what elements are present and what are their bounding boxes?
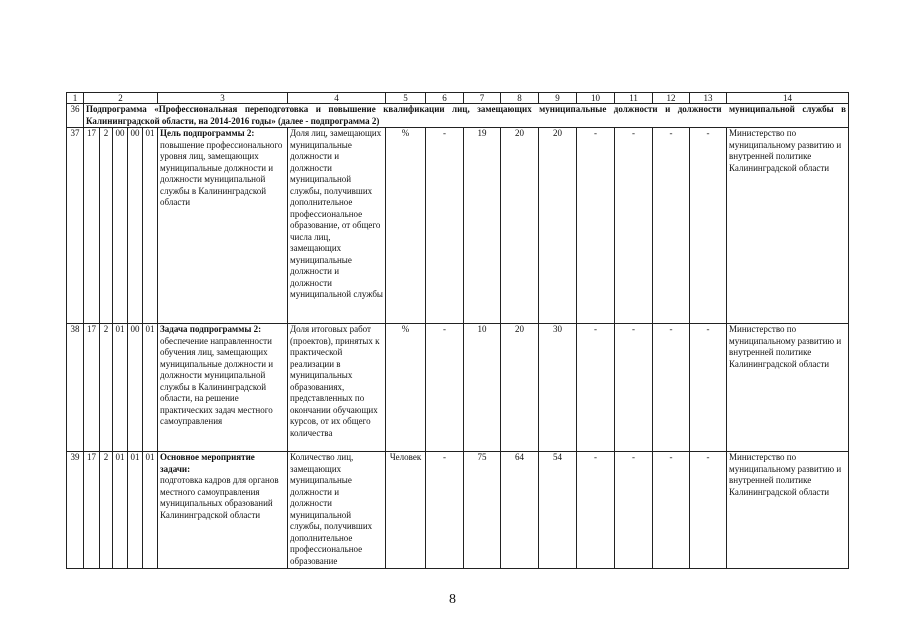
task-cell bbox=[158, 324, 288, 452]
header-cell: 3 bbox=[158, 93, 288, 104]
value-cell: - bbox=[577, 128, 615, 324]
code-cell: 00 bbox=[113, 128, 128, 324]
value-cell: - bbox=[426, 128, 464, 324]
value-cell: - bbox=[577, 324, 615, 452]
indicator-cell: Количество лиц, замещающих муниципальные должности и должности муниципальной службы, получивших дополнительное профессиональное образование bbox=[288, 452, 386, 569]
row-number: 37 bbox=[67, 128, 84, 324]
header-cell: 12 bbox=[653, 93, 690, 104]
value-cell: 19 bbox=[464, 128, 501, 324]
value-cell: 75 bbox=[464, 452, 501, 569]
value-cell: - bbox=[653, 324, 690, 452]
header-cell: 2 bbox=[84, 93, 158, 104]
header-cell: 13 bbox=[690, 93, 727, 104]
indicators-table bbox=[66, 92, 849, 569]
code-cell: 2 bbox=[100, 324, 113, 452]
header-cell: 6 bbox=[426, 93, 464, 104]
value-cell: - bbox=[690, 452, 727, 569]
header-cell: 10 bbox=[577, 93, 615, 104]
goal-description: повышение профессионального уровня лиц, замещающих муниципальные должности и должности муниципальной службы в Калининградской области bbox=[160, 139, 283, 207]
value-cell: 20 bbox=[501, 324, 539, 452]
table-row bbox=[67, 452, 849, 569]
executor-cell: Министерство по муниципальному развитию и внутренней политике Калининградской области bbox=[727, 128, 849, 324]
unit-cell: Человек bbox=[386, 452, 426, 569]
code-cell: 01 bbox=[143, 128, 158, 324]
code-cell: 01 bbox=[143, 324, 158, 452]
task-title: Задача подпрограммы 2: bbox=[160, 324, 262, 334]
header-cell: 5 bbox=[386, 93, 426, 104]
value-cell: 10 bbox=[464, 324, 501, 452]
value-cell: - bbox=[426, 452, 464, 569]
code-cell: 00 bbox=[128, 128, 143, 324]
value-cell: 20 bbox=[539, 128, 577, 324]
subprogram-title: Подпрограмма «Профессиональная переподготовка и повышение квалификации лиц, замещающих муниципальные должности и должности муниципальной службы в Калининградской области, на 2014-2016 годы» (далее - подпрограмма 2) bbox=[84, 104, 849, 128]
indicator-cell: Доля лиц, замещающих муниципальные должности и должности муниципальной службы, получивших дополнительное профессиональное образование, от общего числа лиц, замещающих муниципальные должности и должности муниципальной службы bbox=[288, 128, 386, 324]
header-cell: 8 bbox=[501, 93, 539, 104]
activity-cell bbox=[158, 452, 288, 569]
task-description: обеспечение направленности обучения лиц, замещающих муниципальные должности и должности муниципальной службы в Калининградской области, на решение практических задач местного самоуправления bbox=[160, 335, 274, 426]
executor-cell: Министерство по муниципальному развитию и внутренней политике Калининградской области bbox=[727, 452, 849, 569]
goal-cell bbox=[158, 128, 288, 324]
indicator-cell: Доля итоговых работ (проектов), принятых к практической реализации в муниципальных образованиях, представленных по окончании обучающих курсов, от их общего количества bbox=[288, 324, 386, 452]
code-cell: 2 bbox=[100, 452, 113, 569]
code-cell: 01 bbox=[113, 452, 128, 569]
header-row bbox=[67, 93, 849, 104]
value-cell: 54 bbox=[539, 452, 577, 569]
unit-cell: % bbox=[386, 324, 426, 452]
header-cell: 11 bbox=[615, 93, 653, 104]
header-cell: 1 bbox=[67, 93, 84, 104]
row-number: 39 bbox=[67, 452, 84, 569]
value-cell: - bbox=[615, 452, 653, 569]
header-cell: 7 bbox=[464, 93, 501, 104]
code-cell: 17 bbox=[84, 324, 100, 452]
value-cell: 20 bbox=[501, 128, 539, 324]
code-cell: 01 bbox=[143, 452, 158, 569]
activity-description: подготовка кадров для органов местного самоуправления муниципальных образований Калининградской области bbox=[160, 475, 279, 520]
value-cell: - bbox=[615, 324, 653, 452]
unit-cell: % bbox=[386, 128, 426, 324]
code-cell: 2 bbox=[100, 128, 113, 324]
value-cell: - bbox=[690, 324, 727, 452]
code-cell: 17 bbox=[84, 452, 100, 569]
code-cell: 17 bbox=[84, 128, 100, 324]
activity-title: Основное мероприятие задачи: bbox=[160, 452, 255, 474]
value-cell: - bbox=[577, 452, 615, 569]
value-cell: 64 bbox=[501, 452, 539, 569]
value-cell: - bbox=[653, 452, 690, 569]
header-cell: 14 bbox=[727, 93, 849, 104]
header-cell: 9 bbox=[539, 93, 577, 104]
table-row bbox=[67, 324, 849, 452]
code-cell: 01 bbox=[113, 324, 128, 452]
code-cell: 00 bbox=[128, 324, 143, 452]
goal-title: Цель подпрограммы 2: bbox=[160, 128, 255, 138]
executor-cell: Министерство по муниципальному развитию и внутренней политике Калининградской области bbox=[727, 324, 849, 452]
code-cell: 01 bbox=[128, 452, 143, 569]
value-cell: - bbox=[615, 128, 653, 324]
row-number: 38 bbox=[67, 324, 84, 452]
value-cell: - bbox=[653, 128, 690, 324]
value-cell: 30 bbox=[539, 324, 577, 452]
table-row bbox=[67, 128, 849, 324]
value-cell: - bbox=[690, 128, 727, 324]
page-number: 8 bbox=[449, 592, 456, 607]
subprogram-row bbox=[67, 104, 849, 128]
header-cell: 4 bbox=[288, 93, 386, 104]
row-number: 36 bbox=[67, 104, 84, 128]
value-cell: - bbox=[426, 324, 464, 452]
